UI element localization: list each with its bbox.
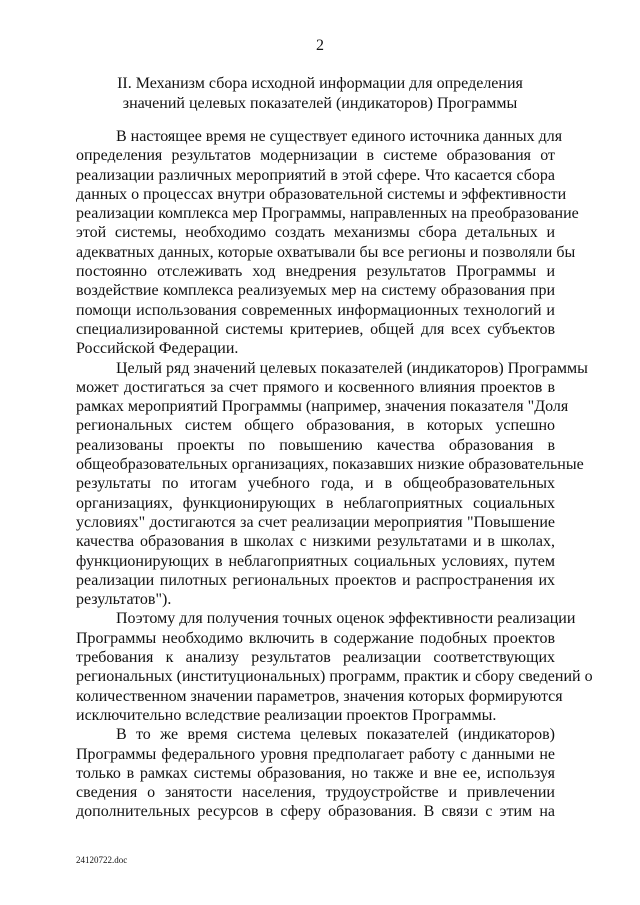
text-line: региональных (институциональных) программ, практик и сбору сведений о: [76, 668, 593, 686]
text-line: реализации различных мероприятий в этой сфере. Что касается сбора: [76, 166, 555, 184]
text-line: сведения о занятости населения, трудоустройстве и привлечении: [76, 784, 555, 802]
text-line: помощи использования современных информационных технологий и: [76, 301, 555, 319]
text-line: этой системы, необходимо создать механизмы сбора детальных и: [76, 224, 555, 242]
text-line: Программы федерального уровня предполагает работу с данными не: [76, 745, 555, 763]
text-line: данных о процессах внутри образовательной системы и эффективности: [76, 185, 567, 203]
page-number: 2: [316, 37, 324, 54]
paragraph-3: [76, 609, 593, 725]
text-line: организациях, функционирующих в неблагоприятных социальных: [76, 494, 555, 512]
text-line: воздействие комплекса реализуемых мер на систему образования при: [76, 282, 555, 300]
text-line: специализированной системы критериев, общей для всех субъектов: [76, 320, 555, 338]
body-text: [76, 127, 593, 822]
text-line: реализованы проекты по повышению качества образования в: [76, 436, 555, 454]
text-line: качества образования в школах с низкими результатами и в школах,: [76, 533, 555, 551]
text-line: количественном значении параметров, значения которых формируются: [76, 687, 563, 705]
text-line: реализации комплекса мер Программы, направленных на преобразование: [76, 205, 579, 223]
text-line: общеобразовательных организациях, показавших низкие образовательные: [76, 456, 584, 474]
section-heading: [0, 74, 640, 114]
paragraph-4: [76, 725, 555, 821]
text-line: результатов").: [76, 591, 172, 609]
text-line: В настоящее время не существует единого источника данных для: [116, 128, 563, 145]
text-line: только в рамках системы образования, но также и вне ее, используя: [76, 764, 555, 782]
text-line: определения результатов модернизации в системе образования от: [76, 147, 555, 165]
text-line: Российской Федерации.: [76, 340, 239, 358]
text-line: реализации пилотных региональных проектов и распространения их: [76, 571, 555, 589]
document-filename: 24120722.doc: [76, 855, 128, 865]
text-line: Целый ряд значений целевых показателей (индикаторов) Программы: [116, 359, 588, 377]
text-line: результаты по итогам учебного года, и в общеобразовательных: [76, 475, 555, 493]
heading-line: II. Механизм сбора исходной информации для определения: [117, 75, 523, 92]
text-line: адекватных данных, которые охватывали бы все регионы и позволяли бы: [76, 243, 576, 261]
text-line: постоянно отслеживать ход внедрения результатов Программы и: [76, 263, 555, 281]
text-line: исключительно вследствие реализации проектов Программы.: [76, 706, 497, 724]
text-line: условиях" достигаются за счет реализации мероприятия "Повышение: [76, 513, 555, 531]
heading-line: значений целевых показателей (индикаторов) Программы: [122, 95, 518, 112]
text-line: региональных систем общего образования, в которых успешно: [76, 417, 555, 435]
text-line: В то же время система целевых показателей (индикаторов): [116, 726, 555, 744]
text-line: может достигаться за счет прямого и косвенного влияния проектов в: [76, 378, 555, 396]
text-line: функционирующих в неблагоприятных социальных условиях, путем: [76, 552, 555, 570]
text-line: дополнительных ресурсов в сферу образования. В связи с этим на: [76, 803, 555, 821]
text-line: Программы необходимо включить в содержание подобных проектов: [76, 629, 555, 647]
text-line: Поэтому для получения точных оценок эффективности реализации: [116, 610, 576, 628]
paragraph-1: [76, 127, 579, 359]
paragraph-2: [76, 359, 588, 610]
text-line: требования к анализу результатов реализации соответствующих: [76, 649, 555, 667]
text-line: рамках мероприятий Программы (например, значения показателя "Доля: [76, 398, 569, 416]
